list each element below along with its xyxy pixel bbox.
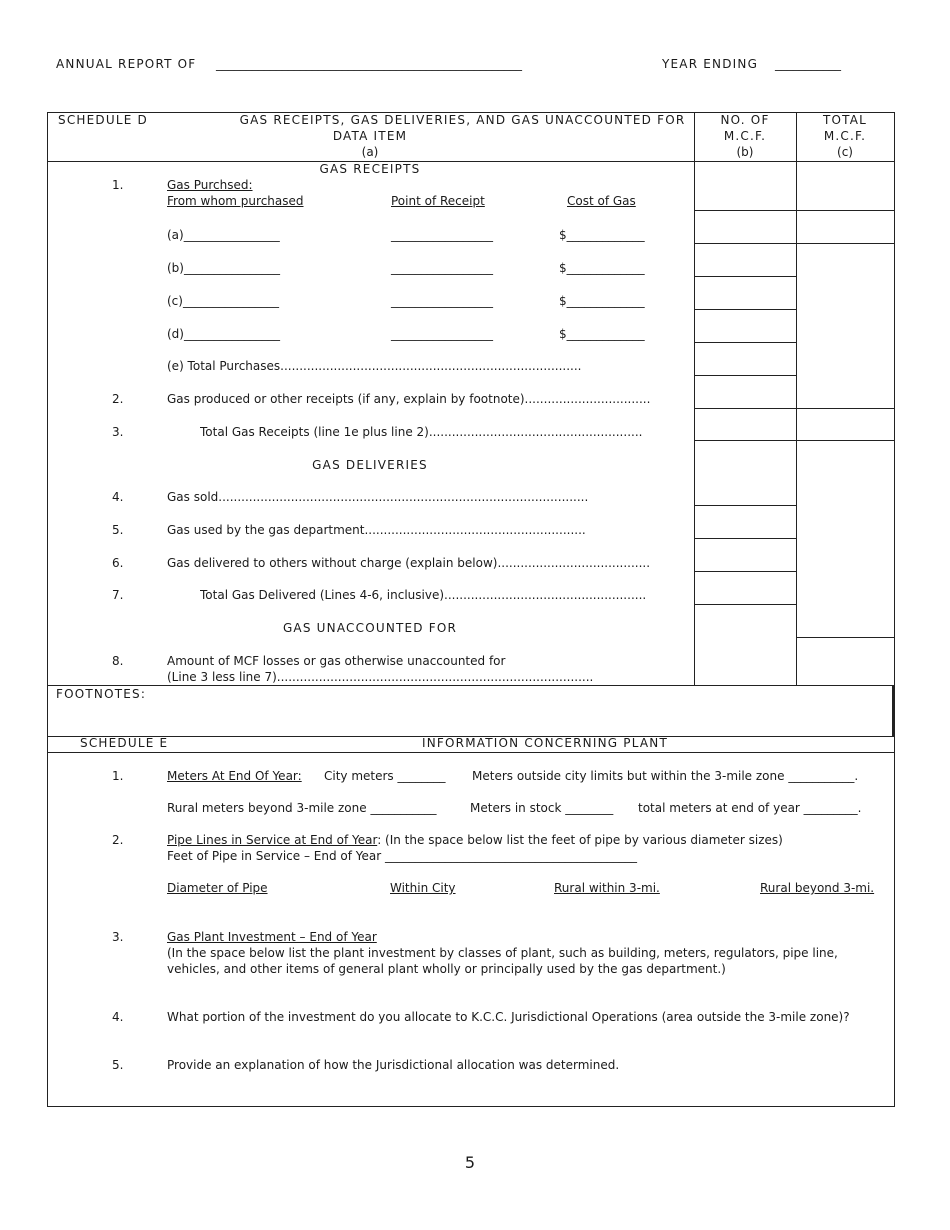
section-gas-deliveries: GAS DELIVERIES — [312, 458, 428, 472]
line-8-sublabel: (Line 3 less line 7)................................................................................... — [167, 670, 594, 684]
rural-meters-field[interactable]: Rural meters beyond 3-mile zone ___________ — [167, 801, 437, 815]
line-2-label: Gas produced or other receipts (if any, explain by footnote)................................. — [167, 392, 651, 406]
line-6-number: 6. — [112, 556, 124, 570]
feet-of-pipe-field[interactable]: Feet of Pipe in Service – End of Year __________________________________________ — [167, 849, 637, 863]
meters-in-stock-field[interactable]: Meters in stock ________ — [470, 801, 614, 815]
meters-end-of-year-label: Meters At End Of Year: — [167, 769, 302, 783]
gas-purchased-label: Gas Purchsed: — [167, 178, 253, 192]
line-5-number: 5. — [112, 523, 124, 537]
data-item-label: DATA ITEM — [332, 129, 408, 143]
gas-plant-investment-text-1: (In the space below list the plant investment by classes of plant, such as building, meters, regulators, pipe line, — [167, 946, 838, 960]
line-8-number: 8. — [112, 654, 124, 668]
col-b-header-1: NO. OF — [720, 113, 770, 127]
line-7-number: 7. — [112, 588, 124, 602]
col-within-city: Within City — [390, 881, 456, 895]
purchase-b-cost[interactable]: $_____________ — [559, 261, 645, 275]
col-b-header-2: M.C.F. — [723, 129, 767, 143]
footnotes-label: FOOTNOTES: — [56, 687, 147, 701]
year-ending-label: YEAR ENDING — [662, 57, 759, 71]
item-5-number: 5. — [112, 1058, 124, 1072]
column-a-letter: (a) — [361, 145, 379, 159]
annual-report-label: ANNUAL REPORT OF — [56, 57, 197, 71]
item-4-question: What portion of the investment do you allocate to K.C.C. Jurisdictional Operations (area outside the 3-mile zone)? — [167, 1010, 850, 1024]
line-6-label: Gas delivered to others without charge (explain below)........................................ — [167, 556, 651, 570]
line-4-number: 4. — [112, 490, 124, 504]
line-3-label: Total Gas Receipts (line 1e plus line 2)........................................................ — [200, 425, 643, 439]
col-rural-within: Rural within 3-mi. — [554, 881, 660, 895]
page-number: 5 — [464, 1153, 476, 1172]
purchase-a-name[interactable]: (a)________________ — [167, 228, 280, 242]
col-from-whom-purchased: From whom purchased — [167, 194, 304, 208]
purchase-a-point[interactable]: _________________ — [391, 228, 493, 242]
section-gas-receipts: GAS RECEIPTS — [319, 162, 421, 176]
purchase-c-name[interactable]: (c)________________ — [167, 294, 279, 308]
col-point-of-receipt: Point of Receipt — [391, 194, 485, 208]
purchase-d-name[interactable]: (d)________________ — [167, 327, 280, 341]
purchase-d-cost[interactable]: $_____________ — [559, 327, 645, 341]
item-4-number: 4. — [112, 1010, 124, 1024]
schedule-e-title: INFORMATION CONCERNING PLANT — [422, 736, 668, 750]
col-c-header-1: TOTAL — [822, 113, 868, 127]
gas-plant-investment-label: Gas Plant Investment – End of Year — [167, 930, 377, 944]
total-meters-field[interactable]: total meters at end of year _________. — [638, 801, 862, 815]
col-cost-of-gas: Cost of Gas — [567, 194, 636, 208]
col-rural-beyond: Rural beyond 3-mi. — [760, 881, 875, 895]
year-ending-blank[interactable]: ___________ — [775, 57, 841, 71]
purchase-c-point[interactable]: _________________ — [391, 294, 493, 308]
line-8-label: Amount of MCF losses or gas otherwise unaccounted for — [167, 654, 506, 668]
col-c-header-2: M.C.F. — [823, 129, 867, 143]
pipe-lines-instructions: : (In the space below list the feet of pipe by various diameter sizes) — [377, 833, 783, 847]
line-3-number: 3. — [112, 425, 124, 439]
purchase-c-cost[interactable]: $_____________ — [559, 294, 645, 308]
item-5-question: Provide an explanation of how the Jurisdictional allocation was determined. — [167, 1058, 620, 1072]
schedule-d-title: GAS RECEIPTS, GAS DELIVERIES, AND GAS UNACCOUNTED FOR — [239, 113, 686, 127]
col-c-header-3: (c) — [837, 145, 853, 159]
annual-report-blank[interactable]: ___________________________________________________ — [216, 57, 522, 71]
col-diameter-of-pipe: Diameter of Pipe — [167, 881, 268, 895]
gas-plant-investment-text-2: vehicles, and other items of general plant wholly or principally used by the gas department.) — [167, 962, 726, 976]
item-3-number: 3. — [112, 930, 124, 944]
line-4-label: Gas sold................................................................................................. — [167, 490, 589, 504]
line-7-label: Total Gas Delivered (Lines 4-6, inclusive)..................................................... — [200, 588, 647, 602]
purchase-d-point[interactable]: _________________ — [391, 327, 493, 341]
pipe-lines-line — [167, 833, 783, 847]
pipe-lines-label: Pipe Lines in Service at End of Year — [167, 833, 378, 847]
schedule-d-label: SCHEDULE D — [58, 113, 148, 127]
meters-outside-city-field[interactable]: Meters outside city limits but within the 3-mile zone ___________. — [472, 769, 859, 783]
col-b-header-3: (b) — [736, 145, 754, 159]
item-1-number: 1. — [112, 769, 124, 783]
purchase-a-cost[interactable]: $_____________ — [559, 228, 645, 242]
city-meters-field[interactable]: City meters ________ — [324, 769, 446, 783]
item-2-number: 2. — [112, 833, 124, 847]
line-5-label: Gas used by the gas department.......................................................... — [167, 523, 586, 537]
line-2-number: 2. — [112, 392, 124, 406]
schedule-e-label: SCHEDULE E — [80, 736, 169, 750]
purchase-b-name[interactable]: (b)________________ — [167, 261, 280, 275]
line-1-number: 1. — [112, 178, 124, 192]
section-gas-unaccounted: GAS UNACCOUNTED FOR — [282, 621, 458, 635]
purchase-b-point[interactable]: _________________ — [391, 261, 493, 275]
line-1e-total-purchases: (e) Total Purchases............................................................................... — [167, 359, 582, 373]
